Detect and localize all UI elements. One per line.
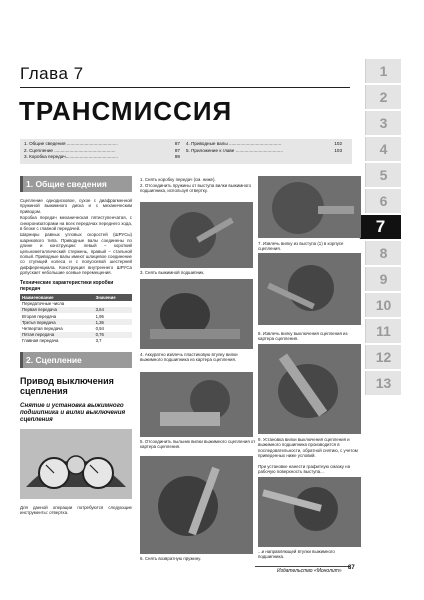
publisher-label: Издательство «Монолит» <box>277 568 342 574</box>
chapter-tab[interactable]: 10 <box>365 293 401 317</box>
step-caption: 1. Снять коробку передач (см. ниже). <box>140 177 216 182</box>
step-caption: 6. Снять возвратную пружину. <box>140 556 202 561</box>
step-caption: 8. Извлечь вилку выключения сцепления из картера сцепления. <box>258 331 348 342</box>
step-caption: При установке нанести графитную смазку на рабочую поверхность выступа... <box>258 464 351 475</box>
table-row: Главная передача 3,7 <box>22 338 102 344</box>
table-row: Третья передача 1,36 <box>20 319 132 325</box>
chapter-tab[interactable]: 11 <box>365 319 401 343</box>
step-photo <box>258 253 361 325</box>
footer-rule <box>255 566 350 567</box>
chapter-label: Глава 7 <box>20 64 84 83</box>
section-heading: 2. Сцепление <box>20 352 132 368</box>
paragraph: Шарниры равных угловых скоростей (ШРУСы) шарикового типа. Приводные валы соединены по длине и конструкции: левый – короткий цельнометаллический стержень, правый – стальной полый. Приводные валы имеют шлицевое соединение со ступицей колеса и с полуосевой шестерней дифференциала. Конструкция внутреннего ШРУСа допускает небольшие осевые перемещения. <box>20 232 132 276</box>
step-photo <box>140 202 253 268</box>
step-photo <box>258 477 361 547</box>
page-title: ТРАНСМИССИЯ <box>19 96 233 126</box>
toc-item[interactable]: 3. Коробка передач......................................... 89 <box>24 154 180 159</box>
toc-right <box>186 141 348 162</box>
step-caption: 3. Снять выжимной подшипник. <box>140 270 205 275</box>
chapter-tab[interactable]: 1 <box>365 59 401 83</box>
table-row: Передаточные числа <box>22 301 65 307</box>
spec-col-header: Значение <box>94 294 132 301</box>
header-rule <box>20 87 350 88</box>
chapter-tab[interactable]: 12 <box>365 345 401 369</box>
step-photo <box>140 456 253 554</box>
chapter-tab-active[interactable]: 7 <box>359 215 401 239</box>
step-caption: ...и направляющей втулки выжимного подшипника. <box>258 549 335 560</box>
table-row: Вторая передача 1,95 <box>22 313 104 319</box>
subsection-heading: Привод выключения сцепления <box>20 376 114 396</box>
page-number: 87 <box>348 565 355 571</box>
toc-item[interactable]: 1. Общие сведения ........................................ 87 <box>24 141 180 146</box>
step-caption: 9. Установка вилки выключения сцепления и выжимного подшипника производится в последовательности, обратной снятию, с учетом приведенных ниже условий. <box>258 437 358 458</box>
step-caption: 5. Отсоединить пыльник вилки выжимного сцепления от картера сцепления. <box>140 439 256 450</box>
chapter-tab[interactable]: 4 <box>365 137 401 161</box>
step-caption: 7. Извлечь вилку из выступа (1) в корпусе сцепления. <box>258 241 344 252</box>
section-heading: 1. Общие сведения <box>20 176 132 192</box>
table-row: Пятая передача 0,76 <box>20 332 132 338</box>
step-photo <box>258 176 361 238</box>
chapter-tab[interactable]: 3 <box>365 111 401 135</box>
toc-left <box>24 141 186 162</box>
toc-item[interactable]: 5. Приложение к главе ..................................... 103 <box>186 147 342 153</box>
step-photo <box>258 344 361 434</box>
chapter-tabs <box>365 59 401 397</box>
paragraph: Сцепление однодисковое, сухое с диафрагменной пружиной выжимного диска и с механическим приводом. <box>20 198 132 214</box>
step-caption: 4. Аккуратно извлечь пластиковую втулку вилки выжимного подшипника из картера сцепления. <box>140 352 238 363</box>
table-of-contents <box>20 139 352 164</box>
step-caption: 2. Отсоединить пружины от выступа вилки выжимного подшипника, используя отвертку. <box>140 183 252 194</box>
chapter-tab[interactable]: 2 <box>365 85 401 109</box>
spec-heading: Технические характеристики коробки передач <box>20 279 114 292</box>
step-photo <box>140 279 253 349</box>
chapter-tab[interactable]: 13 <box>365 371 401 395</box>
toc-item[interactable]: 2. Сцепление ................................................ 87 <box>24 147 180 153</box>
chapter-tab[interactable]: 9 <box>365 267 401 291</box>
chapter-tab[interactable]: 5 <box>365 163 401 187</box>
chapter-tab[interactable]: 8 <box>365 241 401 265</box>
tools-note: Для данной операции потребуются следующие инструменты: отвертка. <box>20 505 132 516</box>
instrument-cluster-photo <box>20 429 132 499</box>
text-column <box>20 176 132 516</box>
table-row: Первая передача 3,64 <box>20 307 132 313</box>
paragraph: Коробка передач механическая пятиступенчатая, с синхронизаторами на всех передачах переднего хода, в блоке с главной передачей. <box>20 215 132 232</box>
table-row: Четвертая передача 0,94 <box>22 326 104 332</box>
chapter-tab[interactable]: 6 <box>365 189 401 213</box>
spec-col-header: Наименование <box>20 294 94 301</box>
toc-item[interactable]: 4. Приводные валы ......................................... 102 <box>186 141 342 146</box>
step-photo <box>140 372 253 437</box>
spec-table <box>20 294 132 344</box>
procedure-heading: Снятие и установка выжимного подшипника и вилки выключения сцепления <box>20 402 126 423</box>
